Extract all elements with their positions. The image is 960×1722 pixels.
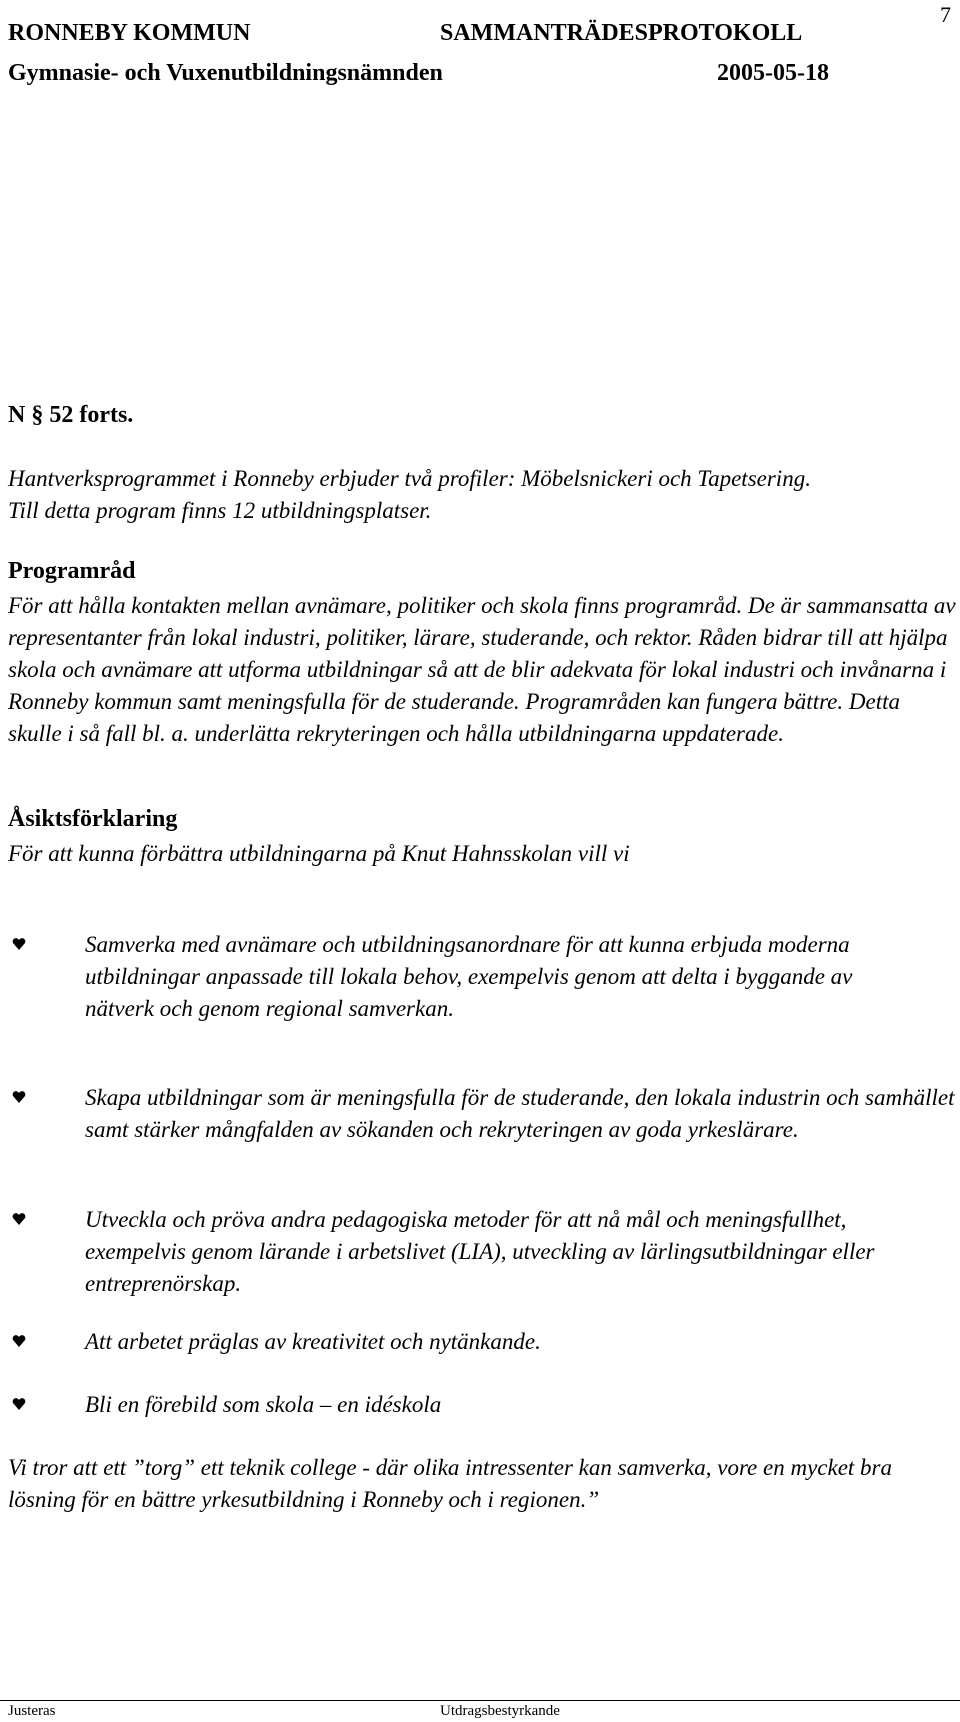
- footer-justeras: Justeras: [8, 1703, 56, 1719]
- programrad-heading: Programråd: [8, 558, 136, 584]
- bullet-text: Skapa utbildningar som är meningsfulla för de studerande, den lokala industrin och samhället samt stärker mångfalden av sökanden och rekryteringen av goda yrkeslärare.: [85, 1085, 955, 1142]
- heart-bullet-icon: [12, 1334, 26, 1348]
- bullet-item: [8, 1326, 938, 1358]
- heart-bullet-icon: [12, 1090, 26, 1104]
- intro-line-2: Till detta program finns 12 utbildningsplatser.: [8, 498, 432, 523]
- bullet-text: Utveckla och pröva andra pedagogiska metoder för att nå mål och meningsfullhet, exempelvis genom lärande i arbetslivet (LIA), utveckling av lärlingsutbildningar eller entreprenörskap.: [85, 1207, 875, 1296]
- intro-line-1: Hantverksprogrammet i Ronneby erbjuder två profiler: Möbelsnickeri och Tapetsering.: [8, 466, 811, 491]
- bullet-item: [8, 1389, 938, 1421]
- bullet-item: [8, 929, 938, 1025]
- bullet-text: Samverka med avnämare och utbildningsanordnare för att kunna erbjuda moderna utbildningar anpassade till lokala behov, exempelvis genom att delta i byggande av nätverk och genom regional samverkan.: [85, 932, 853, 1021]
- closing-paragraph: Vi tror att ett ”torg” ett teknik college - där olika intressenter kan samverka, vore en mycket bra lösning för en bättre yrkesutbildning i Ronneby och i regionen.”: [8, 1455, 893, 1512]
- bullet-item: [8, 1204, 938, 1300]
- programrad-text-b: Råden bidrar till att hjälpa skola och avnämare att utforma utbildningar så att de blir adekvata för lokal industri och invånarna i Ronneby kommun samt meningsfulla för de studerande. Programråden kan fungera bättre. Detta skulle i så fall bl. a. underlätta rekryteringen och hålla utbildningarna uppdaterade.: [8, 625, 948, 746]
- asikt-intro: För att kunna förbättra utbildningarna på Knut Hahnsskolan vill vi: [8, 841, 630, 866]
- bullet-text: Att arbetet präglas av kreativitet och nytänkande.: [85, 1329, 541, 1354]
- header-committee: Gymnasie- och Vuxenutbildningsnämnden: [8, 60, 443, 86]
- heart-bullet-icon: [12, 937, 26, 951]
- bullet-item: [8, 1082, 955, 1146]
- programrad-text-a: För att hålla kontakten mellan avnämare, politiker och skola finns programråd. De är sammansatta av representanter från lokal industri, politiker, lärare, studerande, och rektor.: [8, 593, 956, 650]
- page-number: 7: [940, 2, 951, 27]
- paragraph-ref: N § 52 forts.: [8, 402, 134, 428]
- heart-bullet-icon: [12, 1212, 26, 1226]
- footer-utdragsbestyrkande: Utdragsbestyrkande: [440, 1703, 560, 1719]
- header-doc-type: SAMMANTRÄDESPROTOKOLL: [440, 20, 803, 46]
- programrad-text: [8, 590, 956, 750]
- asikt-heading: Åsiktsförklaring: [8, 806, 178, 832]
- header-date: 2005-05-18: [717, 60, 829, 86]
- header-municipality: RONNEBY KOMMUN: [8, 20, 251, 46]
- heart-bullet-icon: [12, 1397, 26, 1411]
- bullet-text: Bli en förebild som skola – en idéskola: [85, 1392, 442, 1417]
- footer-divider: [0, 1700, 960, 1701]
